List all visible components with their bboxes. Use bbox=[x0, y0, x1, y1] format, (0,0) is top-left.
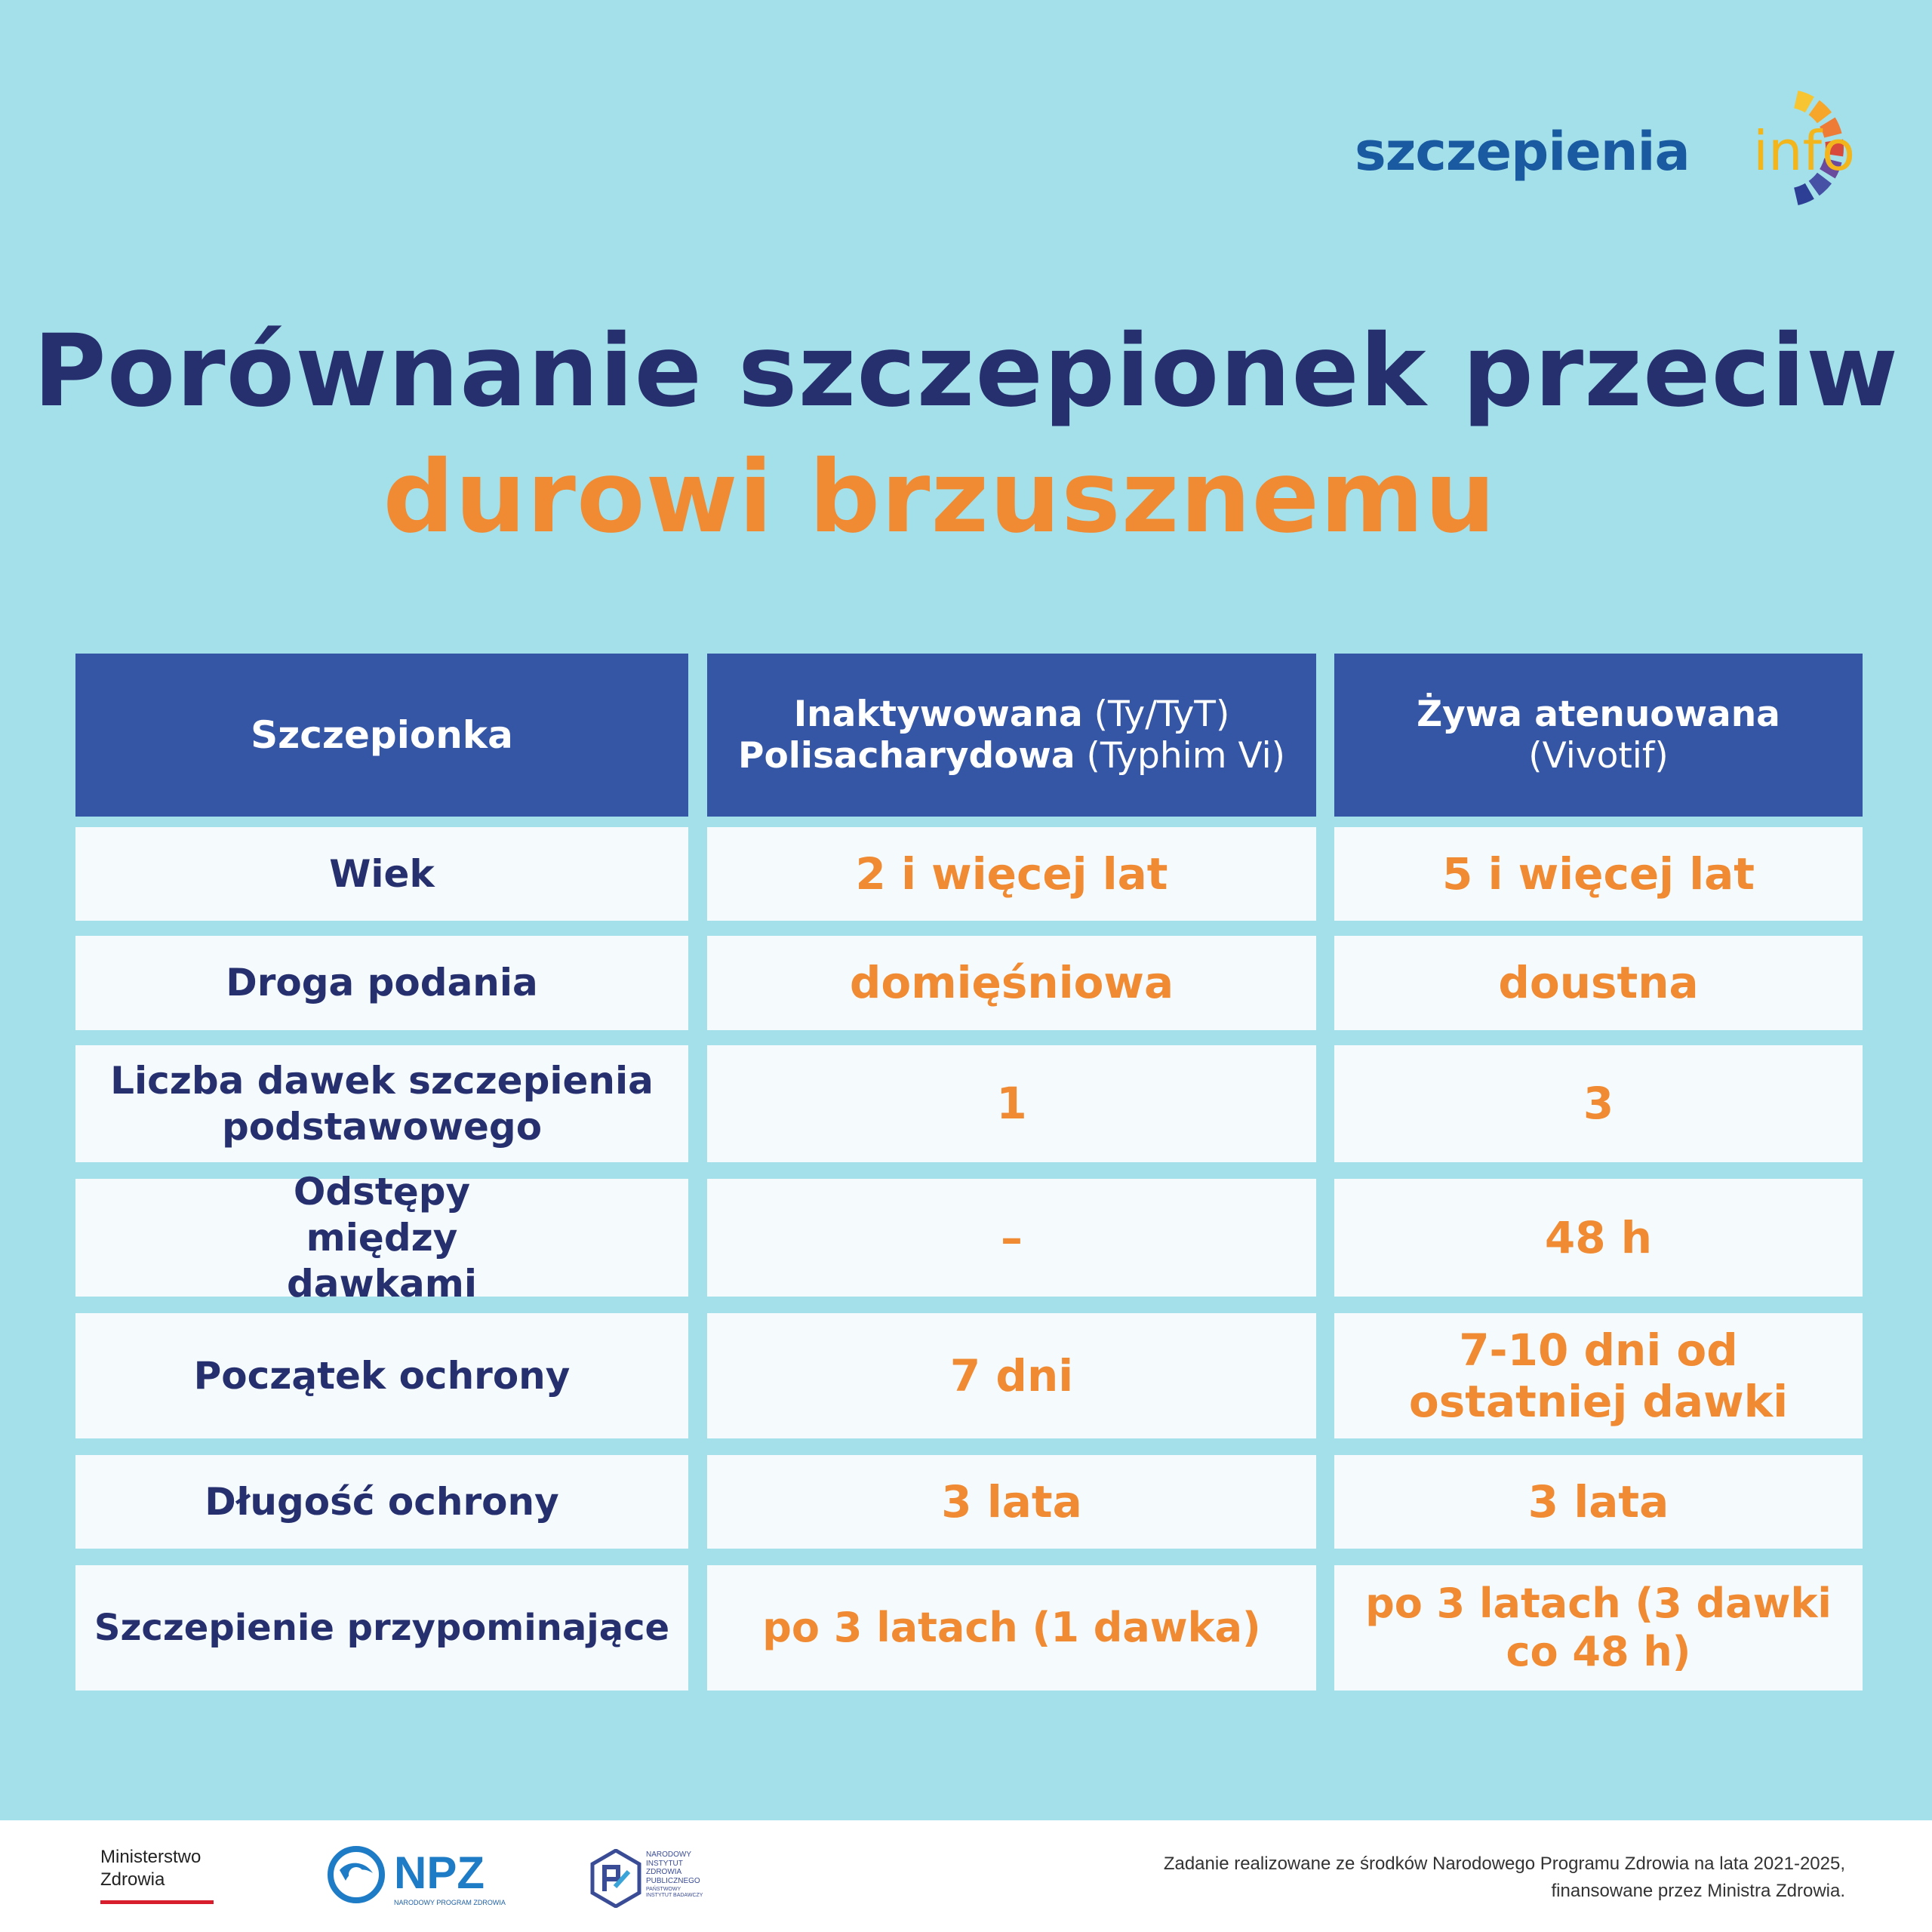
row-label-booster: Szczepienie przypominające bbox=[75, 1565, 688, 1690]
row-value-intervals-live: 48 h bbox=[1334, 1179, 1863, 1297]
row-label-onset: Początek ochrony bbox=[75, 1313, 688, 1438]
header-inactivated-line-2: Polisacharydowa (Typhim Vi) bbox=[738, 735, 1285, 777]
ministry-logo: Ministerstwo Zdrowia bbox=[100, 1847, 202, 1890]
header-live bbox=[1334, 654, 1863, 817]
row-label-route: Droga podania bbox=[75, 936, 688, 1030]
funding-note: Zadanie realizowane ze środków Narodowego Programu Zdrowia na lata 2021-2025, finansowane przez Ministra Zdrowia. bbox=[1163, 1854, 1845, 1901]
row-value-onset-inactivated: 7 dni bbox=[707, 1313, 1316, 1438]
row-value-intervals-inactivated: – bbox=[707, 1179, 1316, 1297]
row-value-booster-live: po 3 latach (3 dawki co 48 h) bbox=[1334, 1565, 1863, 1690]
row-value-doses-inactivated: 1 bbox=[707, 1045, 1316, 1162]
row-value-route-inactivated: domięśniowa bbox=[707, 936, 1316, 1030]
npz-logo-text: NPZ bbox=[394, 1847, 485, 1898]
brand-logo bbox=[1355, 82, 1860, 217]
header-vaccine-label: Szczepionka bbox=[251, 712, 513, 757]
row-value-age-live: 5 i więcej lat bbox=[1334, 827, 1863, 921]
brand-name: szczepienia bbox=[1355, 121, 1690, 183]
nizp-logo-text: NARODOWY INSTYTUT ZDROWIA PUBLICZNEGO PAŃSTWOWY INSTYTUT BADAWCZY bbox=[646, 1850, 703, 1899]
page-title-line-2: durowi brzusznemu bbox=[383, 439, 1497, 555]
header-inactivated bbox=[707, 654, 1316, 817]
row-value-route-live: doustna bbox=[1334, 936, 1863, 1030]
npz-logo-subtitle: NARODOWY PROGRAM ZDROWIA bbox=[394, 1899, 506, 1906]
footer bbox=[0, 1820, 1932, 1932]
row-value-onset-live: 7-10 dni od ostatniej dawki bbox=[1334, 1313, 1863, 1438]
brand-suffix: info bbox=[1753, 119, 1856, 183]
brand-ring-segment bbox=[1796, 191, 1810, 196]
row-label-doses: Liczba dawek szczepienia podstawowego bbox=[75, 1045, 688, 1162]
header-live-line-2: (Vivotif) bbox=[1528, 735, 1669, 777]
row-value-booster-inactivated: po 3 latach (1 dawka) bbox=[707, 1565, 1316, 1690]
ministry-logo-underline bbox=[100, 1900, 214, 1904]
row-value-duration-inactivated: 3 lata bbox=[707, 1455, 1316, 1549]
page-title-line-1: Porównanie szczepionek przeciw bbox=[33, 313, 1899, 429]
row-value-doses-live: 3 bbox=[1334, 1045, 1863, 1162]
brand-ring-segment bbox=[1814, 108, 1825, 118]
npz-logo-icon bbox=[326, 1844, 386, 1905]
row-value-age-inactivated: 2 i więcej lat bbox=[707, 827, 1316, 921]
header-live-line-1: Żywa atenuowana bbox=[1417, 693, 1780, 735]
brand-ring-segment bbox=[1796, 100, 1810, 105]
header-vaccine bbox=[75, 654, 688, 817]
row-label-age: Wiek bbox=[75, 827, 688, 921]
row-value-duration-live: 3 lata bbox=[1334, 1455, 1863, 1549]
row-label-intervals: Odstępy między dawkami bbox=[75, 1179, 688, 1297]
nizp-logo-icon bbox=[589, 1849, 642, 1908]
header-inactivated-line-1: Inaktywowana (Ty/TyT) bbox=[793, 693, 1230, 735]
row-label-duration: Długość ochrony bbox=[75, 1455, 688, 1549]
